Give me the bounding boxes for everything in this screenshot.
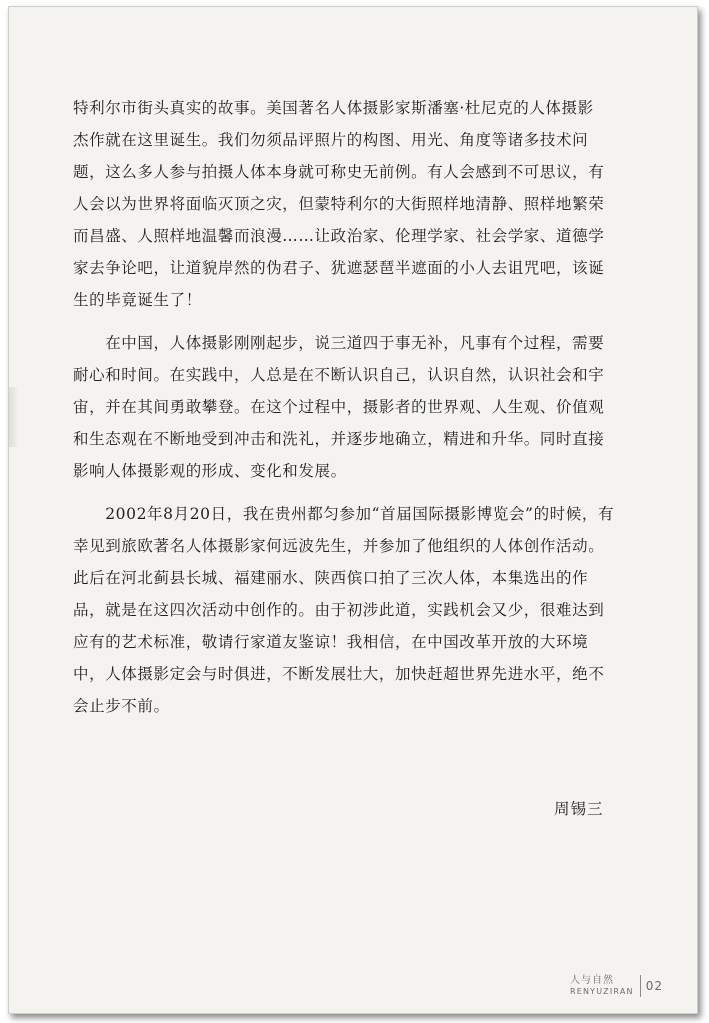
text-line: 影响人体摄影观的形成、变化和发展。 [73,462,347,480]
brand-pinyin: RENYUZIRAN [569,987,634,996]
text-line: 2002年8月20日，我在贵州都匀参加“首届国际摄影博览会”的时候，有 [73,505,615,523]
text-line: 题，这么多人参与拍摄人体本身就可称史无前例。有人会感到不可思议，有 [73,163,605,181]
page-footer [570,975,663,997]
paragraph-3 [73,498,633,722]
author-signature: 周锡三 [554,800,604,818]
text-line: 宙，并在其间勇敢攀登。在这个过程中，摄影者的世界观、人生观、价值观 [73,398,605,416]
text-line: 中，人体摄影定会与时俱进，不断发展壮大，加快赶超世界先进水平，绝不 [73,665,605,683]
text-line: 此后在河北蓟县长城、福建丽水、陕西傧口拍了三次人体，本集选出的作 [73,569,589,587]
footer-divider [640,975,641,997]
page-number: 02 [645,979,663,993]
text-line: 应有的艺术标准，敬请行家道友鉴谅！我相信，在中国改革开放的大环境 [73,633,589,651]
text-line: 家去争论吧，让道貌岸然的伪君子、犹遮瑟琶半遮面的小人去诅咒吧，该诞 [73,259,605,277]
text-line: 品，就是在这四次活动中创作的。由于初涉此道，实践机会又少，很难达到 [73,601,605,619]
paragraph-2 [73,327,633,487]
text-line: 和生态观在不断地受到冲击和洗礼，并逐步地确立，精进和升华。同时直接 [73,430,605,448]
book-page [8,6,698,1014]
text-line: 生的毕竟诞生了！ [73,291,202,309]
text-line: 幸见到旅欧著名人体摄影家何远波先生，并参加了他组织的人体创作活动。 [73,537,605,555]
brand-chinese: 人与自然 [569,975,614,986]
text-line: 而昌盛、人照样地温馨而浪漫……让政治家、伦理学家、社会学家、道德学 [73,227,605,245]
text-line: 会止步不前。 [73,697,170,715]
text-line: 特利尔市街头真实的故事。美国著名人体摄影家斯潘塞·杜尼克的人体摄影 [73,99,594,117]
text-line: 人会以为世界将面临灭顶之灾，但蒙特利尔的大街照样地清静、照样地繁荣 [73,195,605,213]
text-line: 耐心和时间。在实践中，人总是在不断认识自己，认识自然，认识社会和宇 [73,366,605,384]
page-edge-shadow [9,387,19,447]
brand-mark [570,975,634,997]
body-text [73,92,633,733]
text-line: 在中国，人体摄影刚刚起步，说三道四于事无补，凡事有个过程，需要 [73,334,605,352]
text-line: 杰作就在这里诞生。我们勿须品评照片的构图、用光、角度等诸多技术问 [73,131,589,149]
paragraph-1 [73,92,633,316]
